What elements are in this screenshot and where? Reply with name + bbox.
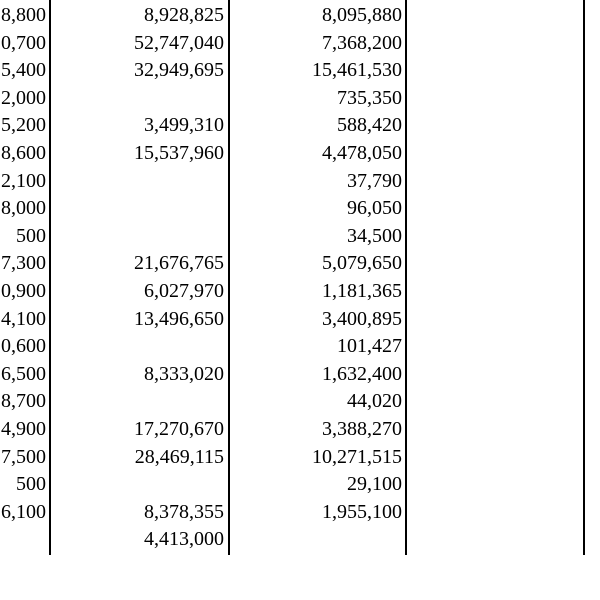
table-cell-col1: 6,100 bbox=[1, 500, 46, 523]
table-row bbox=[0, 278, 600, 305]
table-cell-col3: 3,388,270 bbox=[322, 418, 402, 440]
table-cell-col2: 8,378,355 bbox=[144, 500, 224, 523]
table-cell-col1: 7,500 bbox=[1, 445, 46, 468]
table-cell-col2: 3,499,310 bbox=[144, 114, 224, 137]
table-cell-col1: 500 bbox=[16, 473, 46, 496]
table-cell-col1: 8,600 bbox=[1, 142, 46, 164]
table-cell-col3: 96,050 bbox=[347, 197, 402, 220]
table-row bbox=[0, 361, 600, 388]
table-cell-col2: 28,469,115 bbox=[134, 445, 224, 468]
table-cell-col2 bbox=[56, 168, 224, 195]
table-cell-col1: 5,200 bbox=[1, 114, 46, 137]
table-cell-col1: 6,500 bbox=[1, 362, 46, 385]
table-cell-col2: 13,496,650 bbox=[134, 307, 224, 330]
table-cell-col2: 17,270,670 bbox=[134, 418, 224, 440]
table-cell-col1: 0,700 bbox=[1, 31, 46, 54]
table-cell-col2 bbox=[56, 85, 224, 112]
table-cell-col1 bbox=[0, 526, 46, 553]
table-cell-col1: 4,100 bbox=[1, 307, 46, 330]
table-cell-col2 bbox=[56, 195, 224, 222]
table-cell-col1: 8,700 bbox=[1, 390, 46, 413]
table-row bbox=[0, 168, 600, 195]
table-row bbox=[0, 333, 600, 360]
table-row bbox=[0, 499, 600, 526]
table-cell-col2: 8,333,020 bbox=[144, 362, 224, 385]
table-cell-col3: 1,181,365 bbox=[322, 280, 402, 302]
table-cell-col2 bbox=[56, 333, 224, 360]
table-cell-col2: 52,747,040 bbox=[134, 31, 224, 54]
table-cell-col1: 8,800 bbox=[1, 4, 46, 26]
table-row bbox=[0, 85, 600, 112]
table-row bbox=[0, 388, 600, 415]
table-row bbox=[0, 526, 600, 553]
table-row bbox=[0, 250, 600, 277]
table-cell-col2: 4,413,000 bbox=[144, 528, 224, 551]
table-cell-col2: 8,928,825 bbox=[144, 4, 224, 26]
table-cell-col3: 34,500 bbox=[347, 224, 402, 247]
table-cell-col2: 6,027,970 bbox=[144, 280, 224, 302]
table-cell-col3: 7,368,200 bbox=[322, 31, 402, 54]
table-cell-col3: 588,420 bbox=[337, 114, 402, 137]
table-cell-col3: 4,478,050 bbox=[322, 142, 402, 164]
table-cell-col1: 5,400 bbox=[1, 59, 46, 82]
table-cell-col2 bbox=[56, 223, 224, 250]
table-cell-col3: 37,790 bbox=[347, 169, 402, 192]
table-row bbox=[0, 140, 600, 167]
table-cell-col2 bbox=[56, 388, 224, 415]
table-cell-col3: 5,079,650 bbox=[322, 252, 402, 275]
table-row bbox=[0, 57, 600, 84]
table-row bbox=[0, 30, 600, 57]
table-cell-col3: 3,400,895 bbox=[322, 307, 402, 330]
table-cell-col3: 1,632,400 bbox=[322, 362, 402, 385]
table-cell-col1: 500 bbox=[16, 224, 46, 247]
table-cell-col3: 44,020 bbox=[347, 390, 402, 413]
table-cell-col3: 10,271,515 bbox=[312, 445, 402, 468]
table-cell-col3: 29,100 bbox=[347, 473, 402, 496]
table-cell-col2: 32,949,695 bbox=[134, 59, 224, 82]
table-row bbox=[0, 416, 600, 443]
table-row bbox=[0, 112, 600, 139]
table-cell-col2: 15,537,960 bbox=[134, 142, 224, 164]
table-cell-col1: 0,600 bbox=[1, 335, 46, 358]
table-cell-col1: 8,000 bbox=[1, 197, 46, 220]
table-cell-col1: 2,100 bbox=[1, 169, 46, 192]
table-row bbox=[0, 471, 600, 498]
table-cell-col3: 101,427 bbox=[337, 335, 402, 358]
table-cell-col1: 0,900 bbox=[1, 280, 46, 302]
table-cell-col2 bbox=[56, 471, 224, 498]
table-cell-col3 bbox=[236, 526, 402, 553]
table-row bbox=[0, 223, 600, 250]
table-cell-col3: 735,350 bbox=[337, 86, 402, 109]
table-cell-col2: 21,676,765 bbox=[134, 252, 224, 275]
table-cell-col1: 4,900 bbox=[1, 418, 46, 440]
table-row bbox=[0, 306, 600, 333]
table-row bbox=[0, 195, 600, 222]
table-cell-col1: 7,300 bbox=[1, 252, 46, 275]
table-cell-col1: 2,000 bbox=[1, 86, 46, 109]
table-cell-col3: 1,955,100 bbox=[322, 500, 402, 523]
table-cell-col3: 8,095,880 bbox=[322, 4, 402, 26]
table-cell-col3: 15,461,530 bbox=[312, 59, 402, 82]
table-row bbox=[0, 444, 600, 471]
table-row bbox=[0, 2, 600, 29]
